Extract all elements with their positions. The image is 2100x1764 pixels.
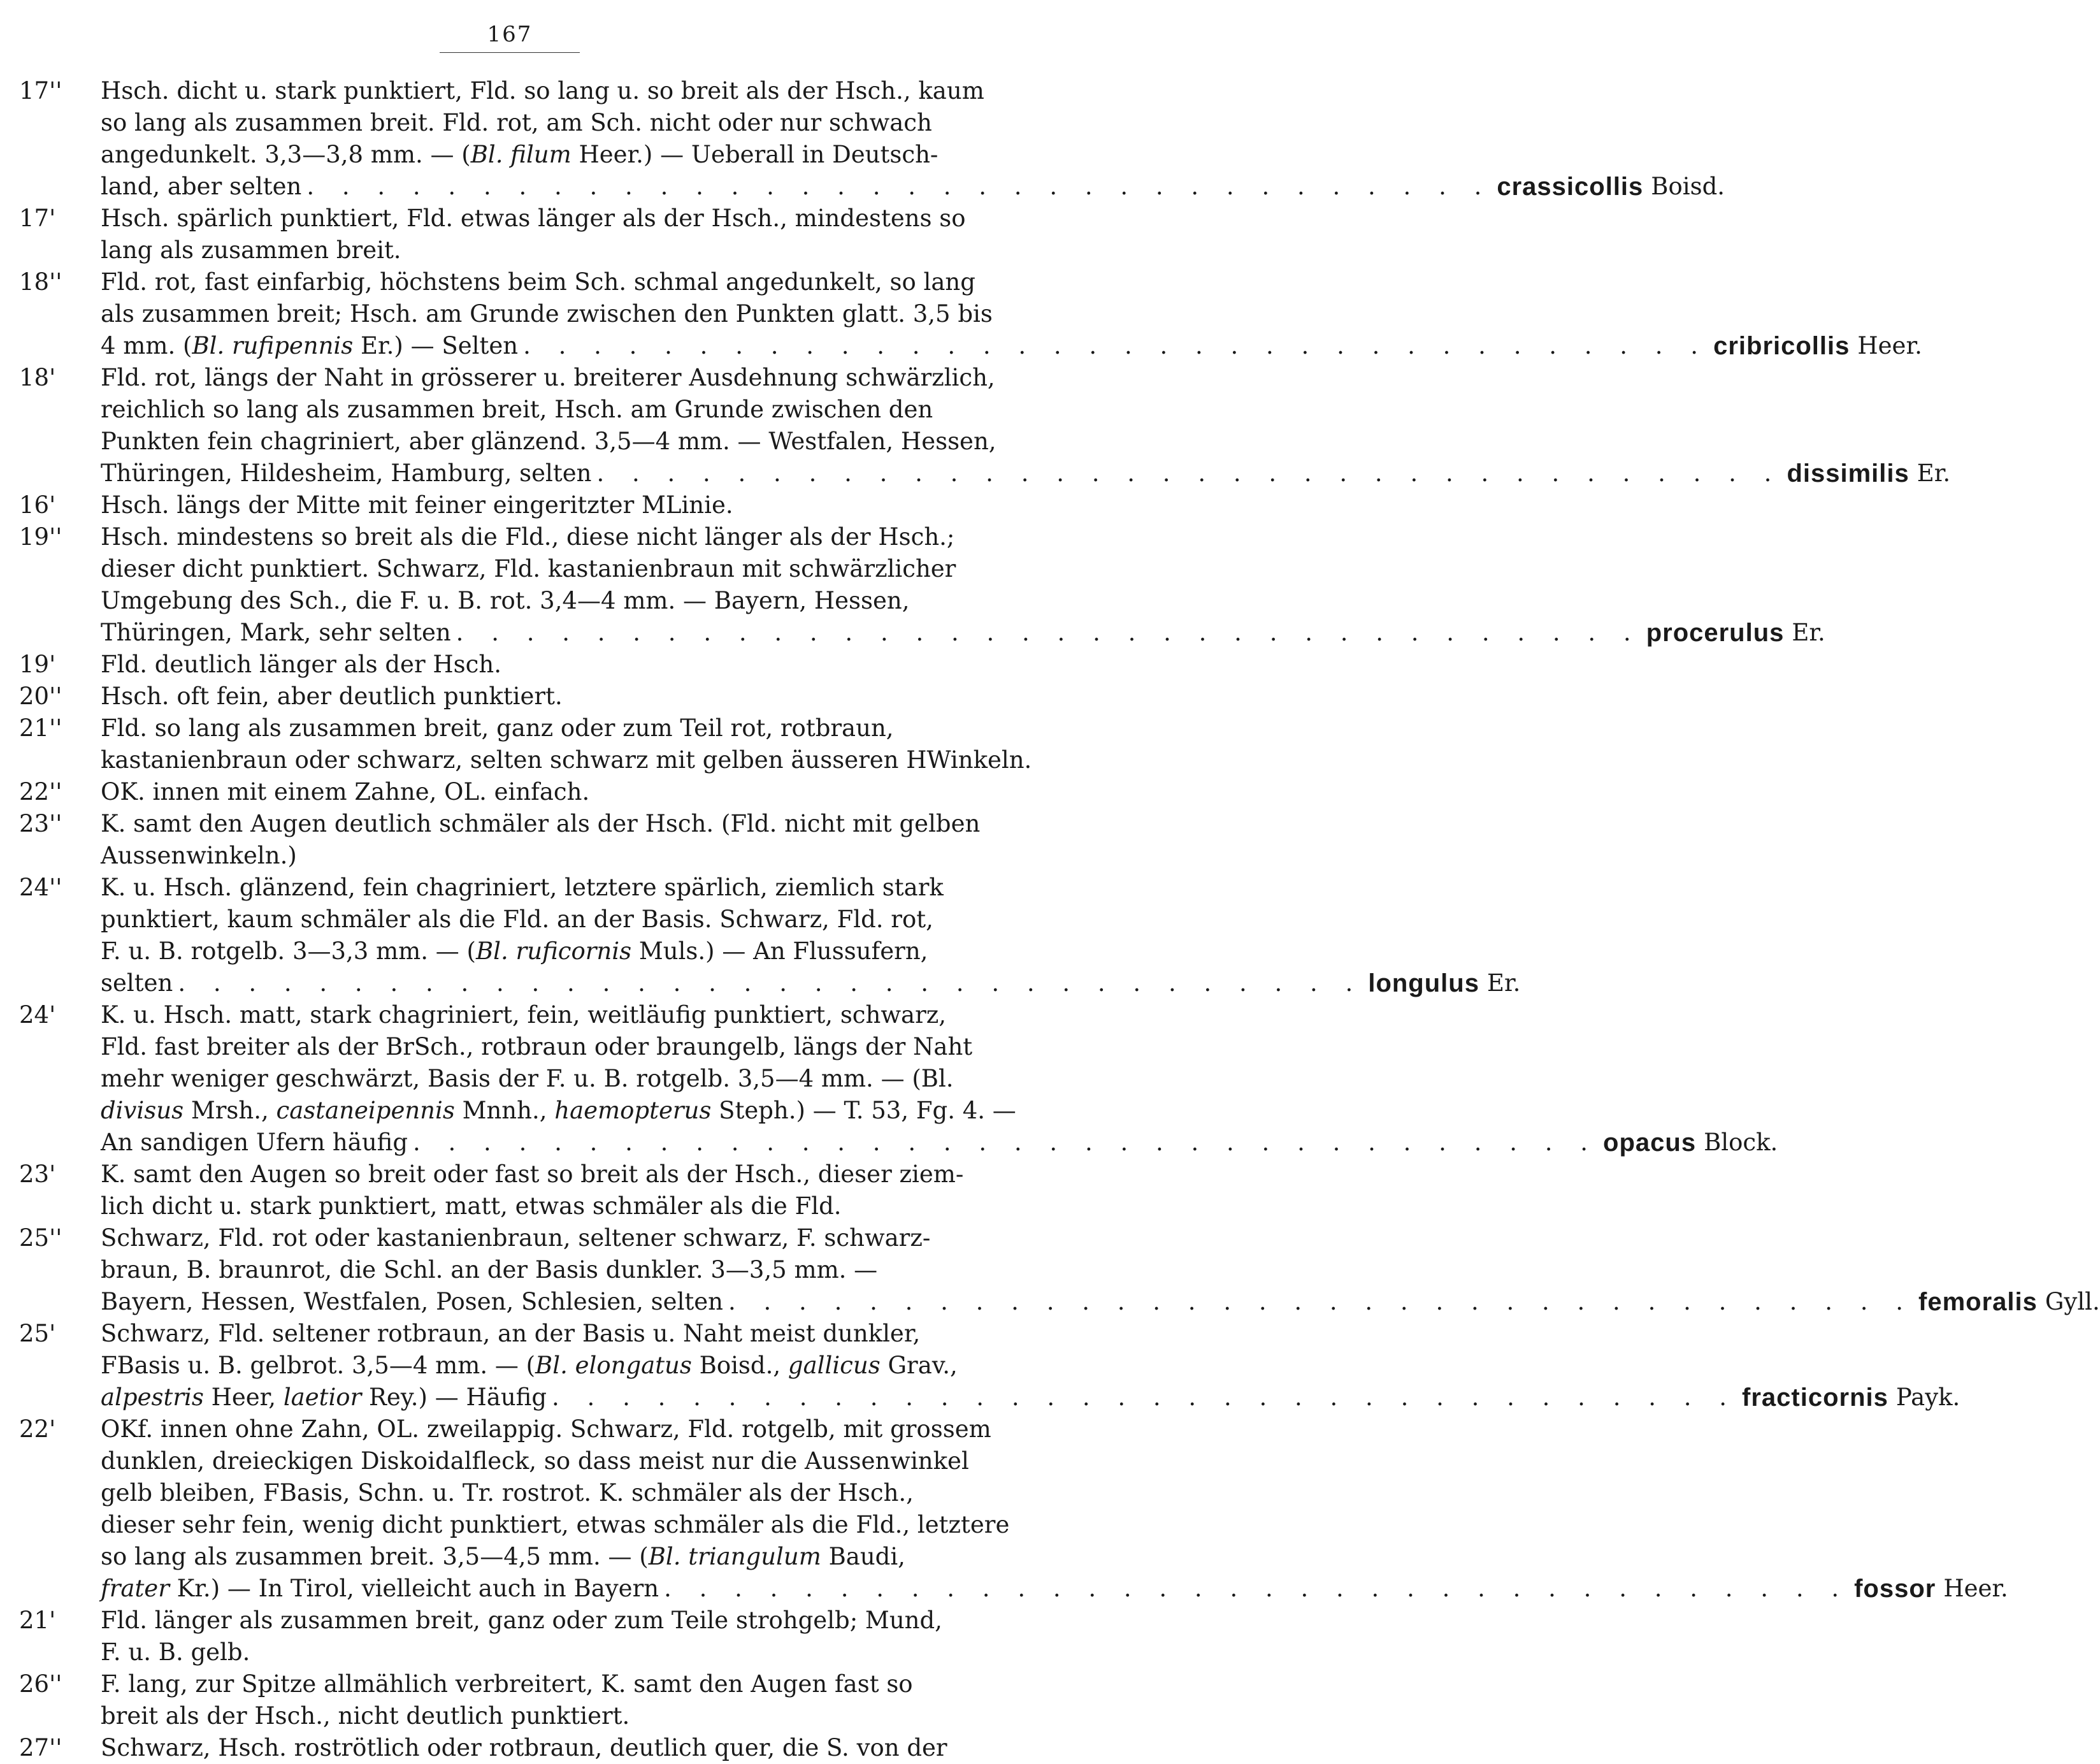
species-name: dissimilis (1787, 459, 1909, 488)
line-text: mehr weniger geschwärzt, Basis der F. u. B. rotgelb. 3,5—4 mm. — (Bl. (101, 1065, 954, 1092)
line-text: Schwarz, Fld. seltener rotbraun, an der Basis u. Naht meist dunkler, (101, 1320, 921, 1347)
key-entry (19, 712, 1032, 776)
species-author: Boisd. (1651, 173, 1725, 200)
couplet-text (101, 489, 1000, 521)
couplet-text (101, 1732, 1000, 1764)
couplet-number: 25' (19, 1320, 56, 1347)
line-text: Aussenwinkeln.) (101, 842, 297, 869)
line-text: braun, B. braunrot, die Schl. an der Basis dunkler. 3—3,5 mm. — (101, 1256, 878, 1283)
text-line (101, 840, 1000, 872)
text-line (101, 872, 1000, 904)
dot-leader: . . . . . . . . . . . . . . . . . . . . . . . . . . . . . . . . . . (413, 1129, 1599, 1156)
text-line (101, 394, 1000, 426)
couplet-number: 20'' (19, 683, 62, 710)
line-text: dieser dicht punktiert. Schwarz, Fld. kastanienbraun mit schwärzlicher (101, 555, 956, 582)
key-entry (19, 1413, 2008, 1605)
line-text: dieser sehr fein, wenig dicht punktiert, etwas schmäler als die Fld., letztere (101, 1511, 1010, 1538)
text-line (101, 1159, 1000, 1190)
species-name: opacus (1603, 1129, 1697, 1157)
line-text: Fld. fast breiter als der BrSch., rotbraun oder braungelb, längs der Naht (101, 1033, 973, 1060)
line-text: als zusammen breit; Hsch. am Grunde zwischen den Punkten glatt. 3,5 bis (101, 300, 993, 328)
couplet-number: 23'' (19, 810, 62, 837)
line-text: Hsch. dicht u. stark punktiert, Fld. so lang u. so breit als der Hsch., kaum (101, 77, 984, 105)
text-line (101, 904, 1000, 936)
key-entry (19, 649, 1000, 681)
couplet-text (101, 521, 1825, 649)
text-line (101, 712, 1000, 744)
couplet-number: 25'' (19, 1224, 62, 1252)
line-text: so lang als zusammen breit. 3,5—4,5 mm. — (Bl. triangulum Baudi, (101, 1543, 905, 1570)
couplet-number: 24'' (19, 874, 62, 901)
line-text: Fld. länger als zusammen breit, ganz oder zum Teile strohgelb; Mund, (101, 1607, 942, 1634)
line-text: An sandigen Ufern häufig (101, 1129, 408, 1156)
dot-leader: . . . . . . . . . . . . . . . . . . . . . . . . . . . . . . . . . . (728, 1288, 1914, 1315)
line-text: dunklen, dreieckigen Diskoidalfleck, so dass meist nur die Aussenwinkel (101, 1447, 969, 1475)
dot-leader: . . . . . . . . . . . . . . . . . . . . . . . . . . . . . . . . . . (552, 1384, 1737, 1411)
text-line (101, 1445, 1000, 1477)
key-entry (19, 1159, 1000, 1222)
line-text: Thüringen, Hildesheim, Hamburg, selten (101, 459, 592, 487)
line-text: frater Kr.) — In Tirol, vielleicht auch in Bayern (101, 1575, 659, 1602)
text-line (101, 808, 1000, 840)
text-line (101, 1700, 1000, 1732)
header-rule (440, 52, 580, 53)
key-entry (19, 681, 1000, 712)
text-line (101, 1063, 1000, 1095)
line-text: Punkten fein chagriniert, aber glänzend. 3,5—4 mm. — Westfalen, Hessen, (101, 428, 996, 455)
line-text: divisus Mrsh., castaneipennis Mnnh., haemopterus Steph.) — T. 53, Fg. 4. — (101, 1097, 1016, 1124)
line-text: Fld. deutlich länger als der Hsch. (101, 651, 501, 678)
couplet-number: 22'' (19, 778, 62, 806)
text-line (101, 1286, 2100, 1318)
couplet-text (101, 203, 1000, 266)
key-entry (19, 203, 1000, 266)
text-line (101, 235, 1000, 266)
key-entry (19, 1318, 1960, 1413)
text-line (101, 967, 1521, 999)
line-text: Hsch. mindestens so breit als die Fld., diese nicht länger als der Hsch.; (101, 523, 955, 551)
couplet-number: 17' (19, 205, 56, 232)
line-text: F. u. B. rotgelb. 3—3,3 mm. — (Bl. ruficornis Muls.) — An Flussufern, (101, 937, 928, 965)
text-line (101, 1222, 1000, 1254)
couplet-number: 22' (19, 1415, 56, 1443)
text-line (101, 1668, 1000, 1700)
species-name: femoralis (1918, 1288, 2038, 1316)
text-line (101, 1031, 1000, 1063)
text-line (101, 107, 1000, 139)
line-text: land, aber selten (101, 173, 302, 200)
text-line (101, 744, 1032, 776)
line-text: lang als zusammen breit. (101, 236, 401, 264)
text-line (101, 1509, 1010, 1541)
couplet-number: 23' (19, 1160, 56, 1188)
couplet-text (101, 681, 1000, 712)
key-entry (19, 521, 1825, 649)
line-text: Hsch. spärlich punktiert, Fld. etwas länger als der Hsch., mindestens so (101, 205, 966, 232)
text-line (101, 139, 1000, 171)
line-text: alpestris Heer, laetior Rey.) — Häufig (101, 1384, 547, 1411)
couplet-text (101, 362, 1951, 489)
line-text: reichlich so lang als zusammen breit, Hsch. am Grunde zwischen den (101, 396, 933, 423)
text-line (101, 617, 1825, 649)
couplet-text (101, 1159, 1000, 1222)
species-name: procerulus (1646, 619, 1785, 647)
species-name: longulus (1368, 969, 1479, 997)
line-text: Thüringen, Mark, sehr selten (101, 619, 451, 646)
line-text: FBasis u. B. gelbrot. 3,5—4 mm. — (Bl. elongatus Boisd., gallicus Grav., (101, 1352, 958, 1379)
dot-leader: . . . . . . . . . . . . . . . . . . . . . . . . . . . . . . . . . . (178, 969, 1363, 997)
line-text: K. samt den Augen deutlich schmäler als der Hsch. (Fld. nicht mit gelben (101, 810, 981, 837)
line-text: Fld. so lang als zusammen breit, ganz oder zum Teil rot, rotbraun, (101, 714, 894, 742)
couplet-number: 24' (19, 1001, 56, 1029)
text-line (101, 999, 1000, 1031)
line-text: Schwarz, Fld. rot oder kastanienbraun, seltener schwarz, F. schwarz- (101, 1224, 931, 1252)
species-author: Er. (1792, 619, 1825, 646)
couplet-text (101, 776, 1000, 808)
line-text: K. u. Hsch. glänzend, fein chagriniert, letztere spärlich, ziemlich stark (101, 874, 944, 901)
line-text: F. u. B. gelb. (101, 1638, 250, 1666)
text-line (101, 1382, 1960, 1413)
line-text: breit als der Hsch., nicht deutlich punktiert. (101, 1702, 630, 1730)
line-text: Schwarz, Hsch. roströtlich oder rotbraun, deutlich quer, die S. von der (101, 1734, 947, 1761)
line-text: gelb bleiben, FBasis, Schn. u. Tr. rostrot. K. schmäler als der Hsch., (101, 1479, 914, 1507)
species-name: fracticornis (1742, 1384, 1888, 1412)
couplet-number: 18' (19, 364, 56, 391)
couplet-number: 19' (19, 651, 56, 678)
dot-leader: . . . . . . . . . . . . . . . . . . . . . . . . . . . . . . . . . . (306, 173, 1492, 200)
dot-leader: . . . . . . . . . . . . . . . . . . . . . . . . . . . . . . . . . . (596, 459, 1782, 487)
species-name: cribricollis (1713, 332, 1850, 360)
couplet-text (101, 999, 1778, 1159)
couplet-text (101, 712, 1032, 776)
couplet-text (101, 1413, 2008, 1605)
text-line (101, 1254, 1000, 1286)
key-entry (19, 362, 1951, 489)
line-text: angedunkelt. 3,3—3,8 mm. — (Bl. filum Heer.) — Ueberall in Deutsch- (101, 141, 939, 168)
couplet-text (101, 1605, 1000, 1668)
species-author: Payk. (1895, 1384, 1960, 1411)
species-author: Er. (1917, 459, 1951, 487)
line-text: OKf. innen ohne Zahn, OL. zweilappig. Schwarz, Fld. rotgelb, mit grossem (101, 1415, 991, 1443)
text-line (101, 426, 1000, 458)
dot-leader: . . . . . . . . . . . . . . . . . . . . . . . . . . . . . . . . . . (456, 619, 1641, 646)
couplet-number: 16' (19, 491, 56, 519)
couplet-number: 26'' (19, 1670, 62, 1698)
line-text: Fld. rot, fast einfarbig, höchstens beim Sch. schmal angedunkelt, so lang (101, 268, 975, 296)
text-line (101, 585, 1000, 617)
text-line (101, 1350, 1000, 1382)
text-line (101, 1127, 1778, 1159)
species-author: Block. (1704, 1129, 1778, 1156)
key-entries (19, 75, 2100, 1764)
text-line (101, 458, 1951, 489)
couplet-number: 27'' (19, 1734, 62, 1761)
key-entry (19, 1732, 1000, 1764)
couplet-number: 17'' (19, 77, 62, 105)
key-entry (19, 999, 1778, 1159)
line-text: so lang als zusammen breit. Fld. rot, am Sch. nicht oder nur schwach (101, 109, 932, 136)
couplet-number: 18'' (19, 268, 62, 296)
text-line (101, 75, 1000, 107)
page-number: 167 (487, 22, 533, 47)
text-line (101, 1095, 1016, 1127)
species-author: Er. (1486, 969, 1521, 997)
couplet-text (101, 1668, 1000, 1732)
text-line (101, 1637, 1000, 1668)
key-entry (19, 1222, 2100, 1318)
key-entry (19, 266, 1922, 362)
text-line (101, 681, 1000, 712)
couplet-number: 21' (19, 1607, 56, 1634)
key-entry (19, 872, 1521, 999)
line-text: kastanienbraun oder schwarz, selten schwarz mit gelben äusseren HWinkeln. (101, 746, 1032, 774)
text-line (101, 1732, 1000, 1764)
text-line (101, 489, 1000, 521)
key-entry (19, 1668, 1000, 1732)
couplet-text (101, 1222, 2100, 1318)
couplet-text (101, 872, 1521, 999)
text-line (101, 330, 1922, 362)
text-line (101, 362, 1000, 394)
line-text: OK. innen mit einem Zahne, OL. einfach. (101, 778, 590, 806)
species-author: Heer. (1943, 1575, 2008, 1602)
key-entry (19, 808, 1000, 872)
key-entry (19, 489, 1000, 521)
text-line (101, 521, 1000, 553)
text-line (101, 1477, 1000, 1509)
dot-leader: . . . . . . . . . . . . . . . . . . . . . . . . . . . . . . . . . . (664, 1575, 1850, 1602)
couplet-text (101, 808, 1000, 872)
text-line (101, 553, 1000, 585)
couplet-text (101, 266, 1922, 362)
text-line (101, 1541, 1000, 1573)
line-text: Hsch. oft fein, aber deutlich punktiert. (101, 683, 563, 710)
line-text: punktiert, kaum schmäler als die Fld. an der Basis. Schwarz, Fld. rot, (101, 906, 933, 933)
text-line (101, 649, 1000, 681)
text-line (101, 1318, 1000, 1350)
species-name: crassicollis (1497, 173, 1644, 201)
text-line (101, 1573, 2008, 1605)
key-entry (19, 1605, 1000, 1668)
text-line (101, 1605, 1000, 1637)
text-line (101, 776, 1000, 808)
line-text: Umgebung des Sch., die F. u. B. rot. 3,4—4 mm. — Bayern, Hessen, (101, 587, 910, 614)
line-text: Fld. rot, längs der Naht in grösserer u. breiterer Ausdehnung schwärzlich, (101, 364, 995, 391)
species-author: Gyll. (2045, 1288, 2100, 1315)
text-line (101, 266, 1000, 298)
key-entry (19, 75, 1725, 203)
line-text: selten (101, 969, 173, 997)
line-text: Bayern, Hessen, Westfalen, Posen, Schlesien, selten (101, 1288, 723, 1315)
text-line (101, 203, 1000, 235)
species-name: fossor (1854, 1575, 1936, 1603)
line-text: lich dicht u. stark punktiert, matt, etwas schmäler als die Fld. (101, 1192, 842, 1220)
couplet-text (101, 1318, 1960, 1413)
key-entry (19, 776, 1000, 808)
dot-leader: . . . . . . . . . . . . . . . . . . . . . . . . . . . . . . . . . . (523, 332, 1709, 359)
text-line (101, 171, 1725, 203)
line-text: K. u. Hsch. matt, stark chagriniert, fein, weitläufig punktiert, schwarz, (101, 1001, 947, 1029)
line-text: F. lang, zur Spitze allmählich verbreitert, K. samt den Augen fast so (101, 1670, 913, 1698)
couplet-text (101, 649, 1000, 681)
text-line (101, 936, 1000, 967)
couplet-number: 19'' (19, 523, 62, 551)
line-text: K. samt den Augen so breit oder fast so breit als der Hsch., dieser ziem- (101, 1160, 964, 1188)
species-author: Heer. (1857, 332, 1922, 359)
couplet-number: 21'' (19, 714, 62, 742)
couplet-text (101, 75, 1725, 203)
line-text: 4 mm. (Bl. rufipennis Er.) — Selten (101, 332, 519, 359)
text-line (101, 298, 1000, 330)
text-line (101, 1413, 1000, 1445)
text-line (101, 1190, 1000, 1222)
line-text: Hsch. längs der Mitte mit feiner eingeritzter MLinie. (101, 491, 733, 519)
